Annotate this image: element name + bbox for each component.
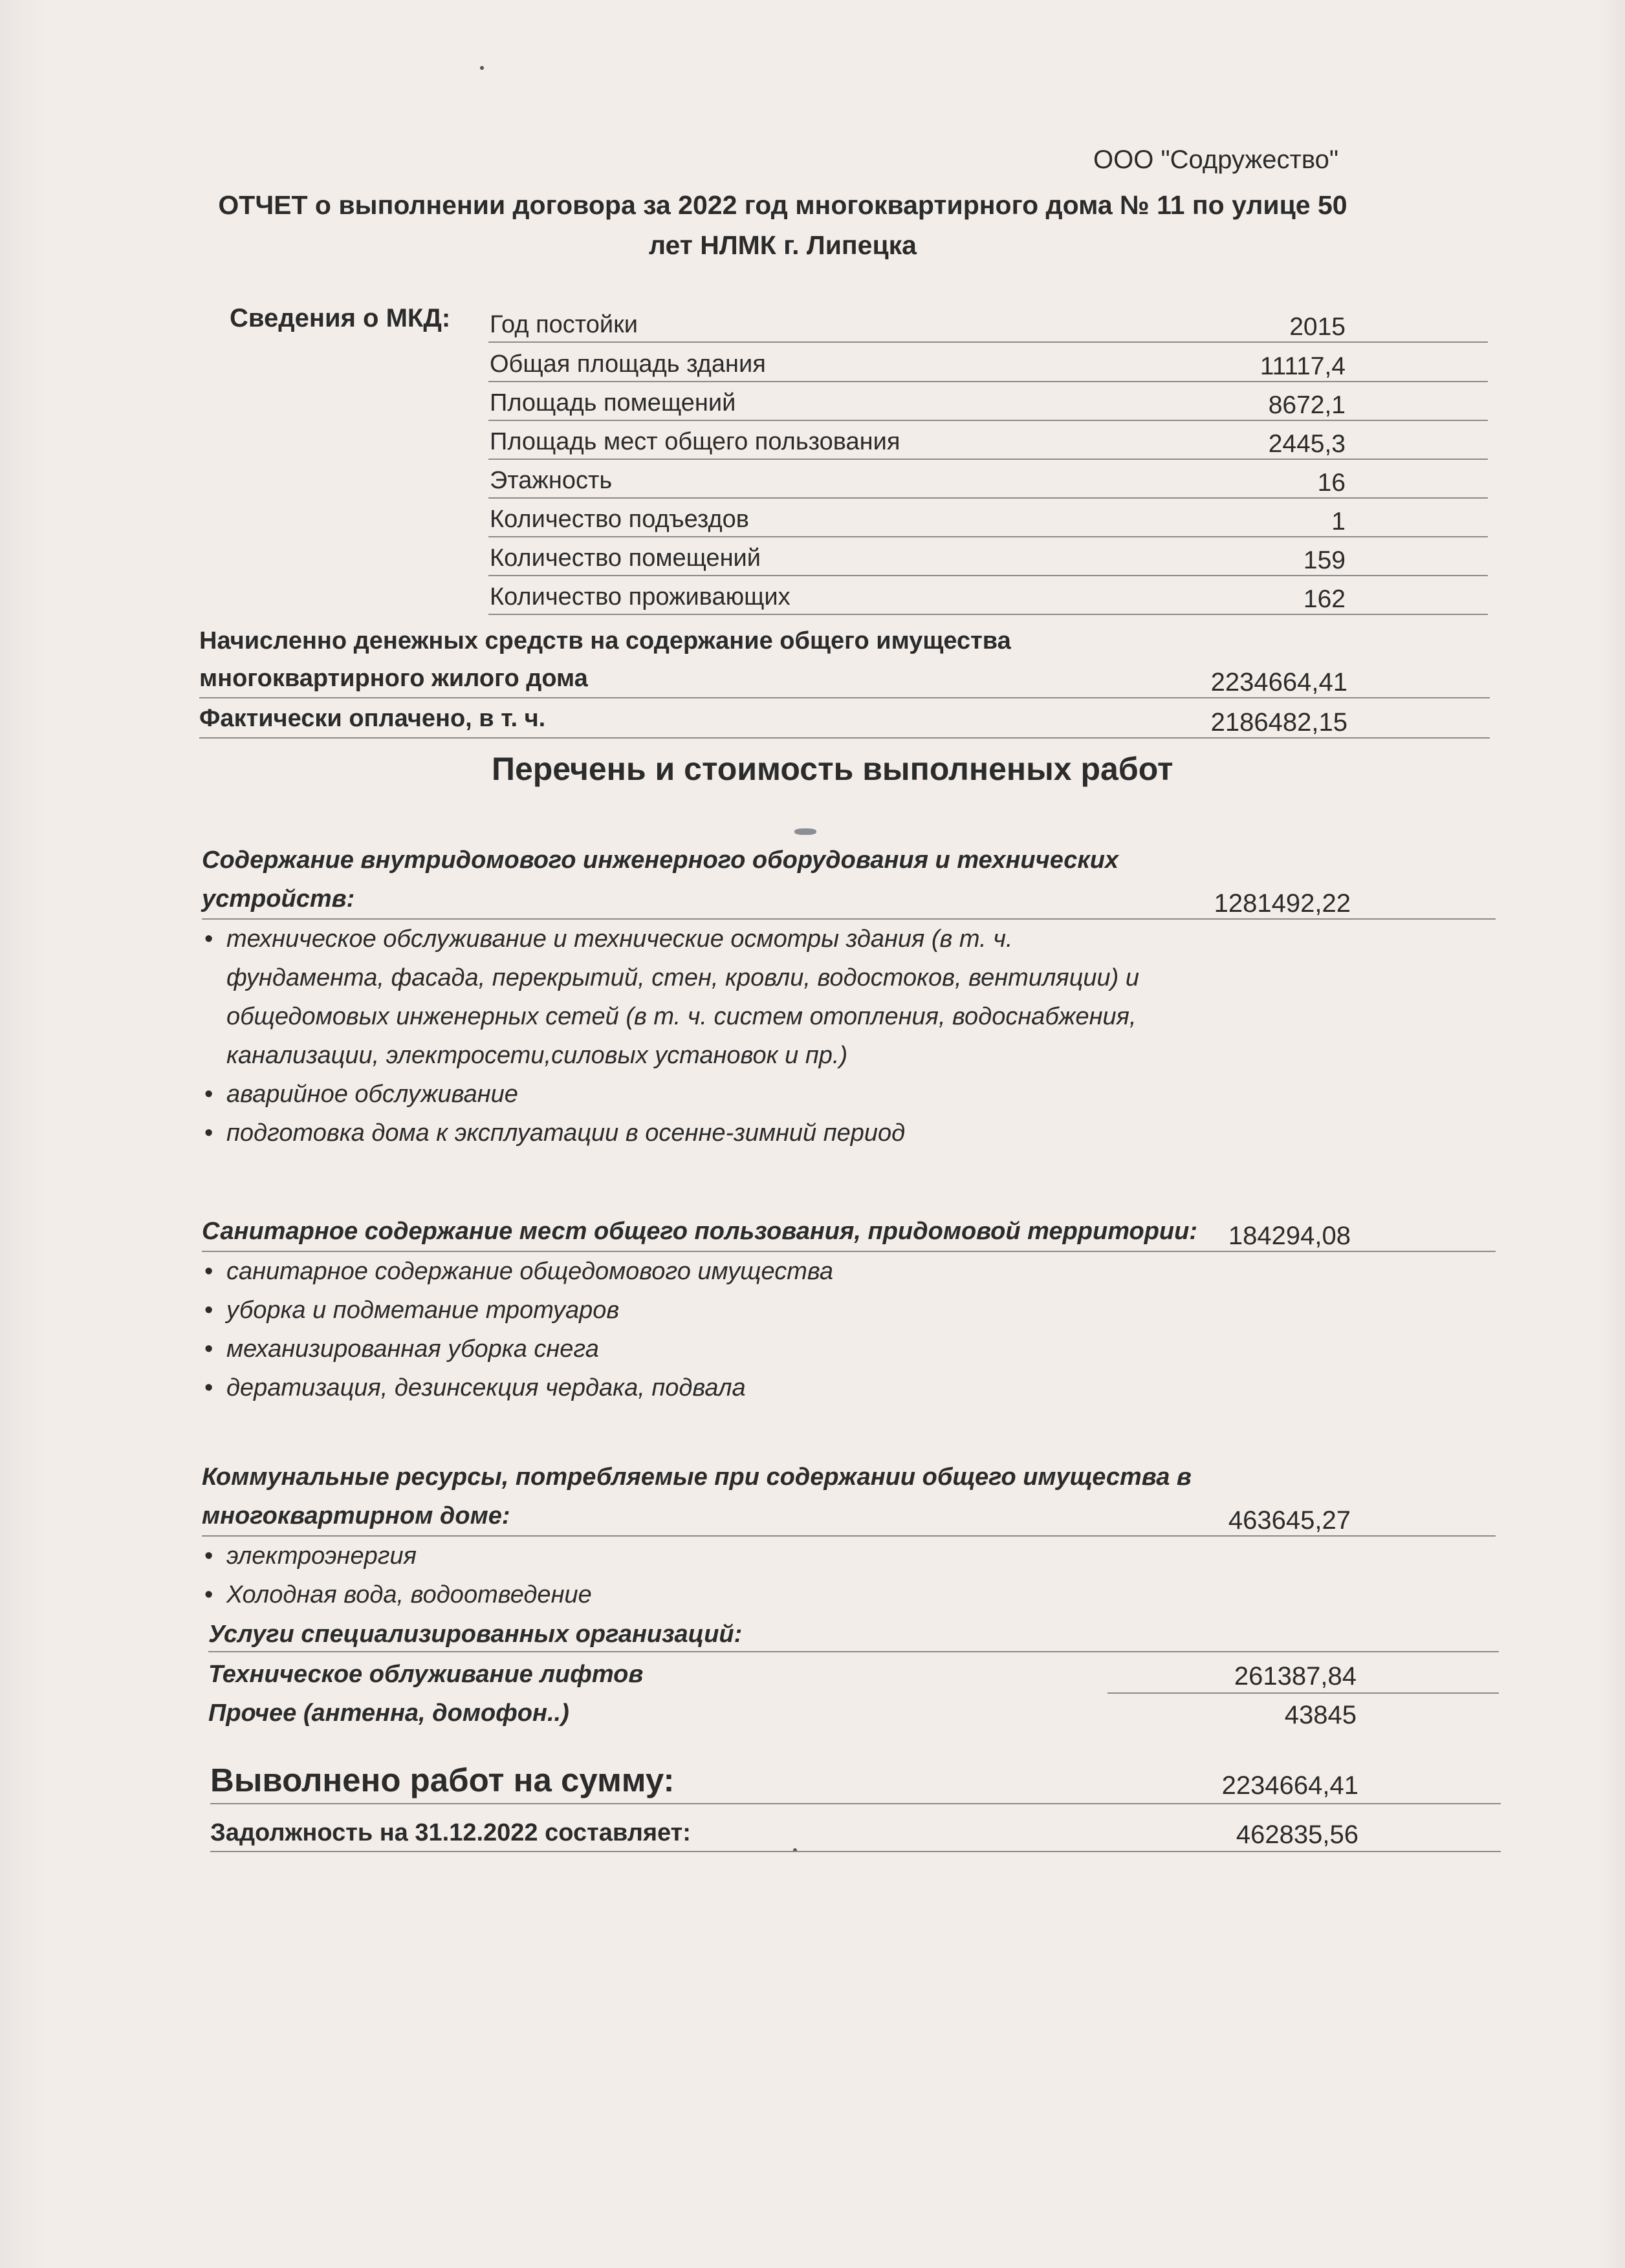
- special-row-value: 261387,84: [1234, 1662, 1357, 1690]
- list-item: • электроэнергия: [202, 1537, 1145, 1575]
- list-item: • дератизация, дезинсекция чердака, подвала: [202, 1368, 1145, 1407]
- total-label: Выволнено работ на сумму:: [210, 1762, 675, 1798]
- section-value: 1281492,22: [1214, 889, 1351, 918]
- total-row: [210, 1751, 1501, 1804]
- debt-row: [210, 1811, 1501, 1852]
- works-section: [202, 1212, 1496, 1407]
- section-title: Содержание внутридомового инженерного оборудования и технических устройств:: [202, 847, 1119, 913]
- paid-row: [199, 700, 1490, 739]
- accrued-label: Начисленно денежных средств на содержание общего имущества многоквартирного жилого дома: [199, 627, 1011, 692]
- special-row: [208, 1654, 1499, 1691]
- info-row-key: Количество подъездов: [490, 506, 749, 533]
- info-row-key: Общая площадь здания: [490, 351, 766, 378]
- info-row-key: Этажность: [490, 467, 613, 494]
- special-row-key: Прочее (антенна, домофон..): [208, 1700, 569, 1727]
- list-item: • санитарное содержание общедомового имущества: [202, 1252, 1145, 1291]
- info-row-value: 159: [1303, 546, 1346, 574]
- works-section: [202, 1458, 1496, 1614]
- works-title: Перечень и стоимость выполненых работ: [492, 751, 1173, 787]
- special-services-label: Услуги специализированных организаций:: [208, 1621, 743, 1648]
- paid-value: 2186482,15: [1210, 708, 1347, 737]
- info-row: [488, 421, 1488, 460]
- info-row: [488, 343, 1488, 382]
- info-row: [488, 304, 1488, 343]
- scan-speck: [794, 828, 816, 835]
- info-row: [488, 499, 1488, 537]
- info-row-value: 1: [1331, 508, 1346, 535]
- list-item: • техническое обслуживание и технические осмотры здания (в т. ч. фундамента, фасада, перекрытий, стен, кровли, водостоков, вентиляции) и общедомовых инженерных сетей (в т. ч. систем отопления, водоснабжения, канализации, электросети,силовых установок и пр.): [202, 920, 1145, 1075]
- scan-edge-left: [0, 0, 45, 2268]
- info-row-key: Количество помещений: [490, 545, 761, 572]
- info-row-value: 16: [1317, 469, 1346, 497]
- info-row-value: 162: [1303, 585, 1346, 613]
- info-row-key: Площадь мест общего пользования: [490, 428, 900, 455]
- info-label: Сведения о МКД:: [230, 304, 451, 332]
- info-row-value: 8672,1: [1268, 391, 1346, 419]
- total-value: 2234664,41: [1221, 1771, 1358, 1800]
- info-row-key: Количество проживающих: [490, 583, 791, 610]
- list-item: • аварийное обслуживание: [202, 1075, 1145, 1114]
- info-row-key: Площадь помещений: [490, 389, 736, 416]
- paid-label: Фактически оплачено, в т. ч.: [199, 705, 546, 732]
- section-items: [202, 920, 1496, 1152]
- debt-label: Задолжность на 31.12.2022 составляет:: [210, 1819, 691, 1846]
- section-header: [202, 1458, 1496, 1537]
- info-row-value: 2445,3: [1268, 430, 1346, 458]
- special-row-value: 43845: [1284, 1701, 1357, 1729]
- section-value: 463645,27: [1228, 1506, 1351, 1535]
- list-item: • механизированная уборка снега: [202, 1330, 1145, 1368]
- section-items: [202, 1537, 1496, 1614]
- section-header: [202, 841, 1496, 920]
- info-row-value: 2015: [1289, 313, 1346, 341]
- info-row: [488, 460, 1488, 499]
- info-row: [488, 576, 1488, 615]
- scan-edge-right: [1599, 0, 1625, 2268]
- company-name: ООО "Содружество": [1093, 146, 1339, 174]
- list-item: • Холодная вода, водоотведение: [202, 1575, 1145, 1614]
- info-row-value: 11117,4: [1260, 352, 1346, 380]
- list-item: • подготовка дома к эксплуатации в осенне-зимний период: [202, 1114, 1145, 1152]
- scan-speck: [480, 66, 484, 70]
- debt-value: 462835,56: [1236, 1820, 1358, 1849]
- info-row: [488, 537, 1488, 576]
- special-row-key: Техническое облуживание лифтов: [208, 1661, 644, 1688]
- info-row: [488, 382, 1488, 421]
- info-row-key: Год постойки: [490, 311, 638, 338]
- works-section: [202, 841, 1496, 1152]
- section-header: [202, 1212, 1496, 1252]
- section-value: 184294,08: [1228, 1222, 1351, 1250]
- section-title: Коммунальные ресурсы, потребляемые при содержании общего имущества в многоквартирном доме:: [202, 1463, 1192, 1529]
- accrued-row: [199, 622, 1490, 698]
- special-row: [208, 1692, 1499, 1730]
- report-title: ОТЧЕТ о выполнении договора за 2022 год многоквартирного дома № 11 по улице 50 лет НЛМК г. Липецка: [218, 190, 1347, 260]
- list-item: • уборка и подметание тротуаров: [202, 1291, 1145, 1330]
- special-services-row: [208, 1614, 1499, 1652]
- section-title: Санитарное содержание мест общего пользования, придомовой территории:: [202, 1218, 1197, 1245]
- section-items: [202, 1252, 1496, 1407]
- accrued-value: 2234664,41: [1210, 668, 1347, 697]
